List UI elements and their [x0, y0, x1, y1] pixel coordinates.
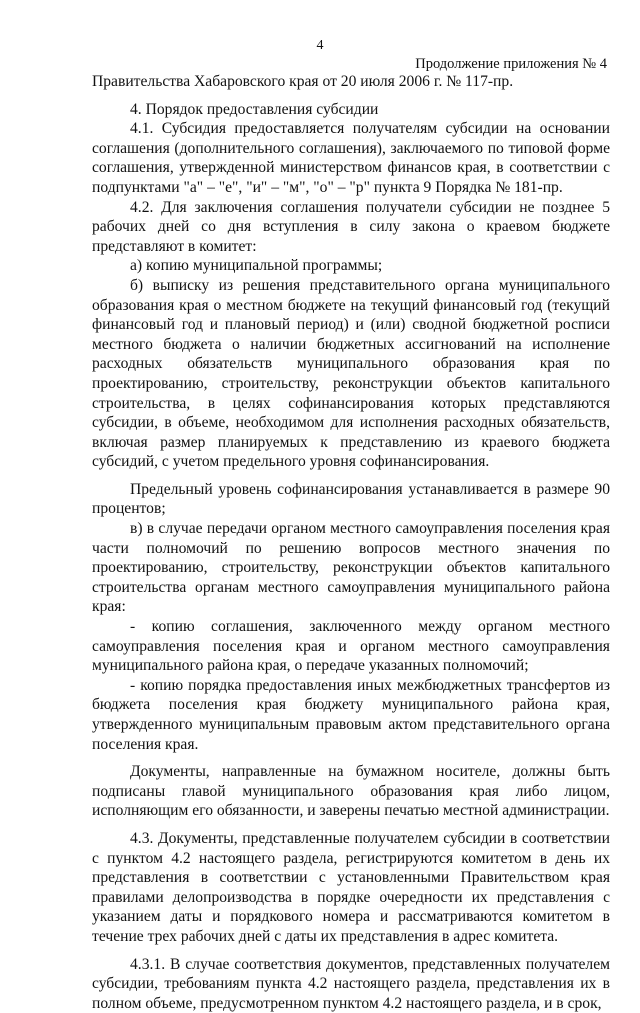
item-v: в) в случае передачи органом местного самоуправления поселения края части полномочий по решению вопросов местного значения по проектированию, строительству, реконструкции объектов капитального строительства органам местного самоуправления муниципального района края: — [92, 520, 610, 616]
item-v-agreement-copy: - копию соглашения, заключенного между органом местного самоуправления поселения края и органом местного самоуправления муниципального района края, о передаче указанных полномочий; — [92, 618, 610, 675]
paragraph-4-3-1: 4.3.1. В случае соответствия документов, представленных получателем субсидии, требованиям пункта 4.2 настоящего раздела, представления их в полном объеме, предусмотренном пунктом 4.2 настоящего раздела, и в срок, — [92, 955, 610, 1012]
appendix-label: Продолжение приложения № 4 — [415, 56, 607, 72]
document-body — [92, 72, 610, 1013]
section-heading: 4. Порядок предоставления субсидии — [130, 100, 379, 118]
page-number: 4 — [316, 38, 324, 53]
item-a: а) копию муниципальной программы; — [130, 257, 383, 275]
paragraph-4-1: 4.1. Субсидия предоставляется получателям субсидии на основании соглашения (дополнительного соглашения), заключаемого по типовой форме соглашения, утвержденной министерством финансов края, в соответствии с подпунктами "а" – "е", "и" – "м", "о" – "р" пункта 9 Порядка № 181-пр. — [92, 120, 610, 196]
paragraph-4-3: 4.3. Документы, представленные получателем субсидии в соответствии с пунктом 4.2 настоящего раздела, регистрируются комитетом в день их представления в соответствии с установленными Правительством края правилами делопроизводства в порядке очередности их представления с указанием даты и порядкового номера и рассматриваются комитетом в течение трех рабочих дней с даты их представления в адрес комитета. — [92, 829, 610, 945]
paragraph-cofinancing-limit: Предельный уровень софинансирования устанавливается в размере 90 процентов; — [92, 480, 610, 518]
paragraph-4-2: 4.2. Для заключения соглашения получатели субсидии не позднее 5 рабочих дней со дня вступления в силу закона о краевом бюджете представляют в комитет: — [92, 198, 610, 255]
paragraph-continuation: Правительства Хабаровского края от 20 июля 2006 г. № 117-пр. — [92, 73, 514, 90]
item-v-procedure-copy: - копию порядка предоставления иных межбюджетных трансфертов из бюджета поселения края бюджету муниципального района края, утвержденного муниципальным правовым актом представительного органа поселения края. — [92, 676, 610, 753]
item-b: б) выписку из решения представительного органа муниципального образования края о местном бюджете на текущий финансовый год (текущий финансовый год и плановый период) и (или) сводной бюджетной росписи местного бюджета о наличии бюджетных ассигнований на исполнение расходных обязательств муниципального образования края по проектированию, строительству, реконструкции объектов капитального строительства, в целях софинансирования которых представляются субсидии, в объеме, необходимом для исполнения расходных обязательств, включая размер планируемых к представлению из краевого бюджета субсидий, с учетом предельного уровня софинансирования. — [92, 276, 610, 471]
paragraph-documents-signing: Документы, направленные на бумажном носителе, должны быть подписаны главой муниципального образования края либо лицом, исполняющим его обязанности, и заверены печатью местной администрации. — [92, 763, 610, 820]
